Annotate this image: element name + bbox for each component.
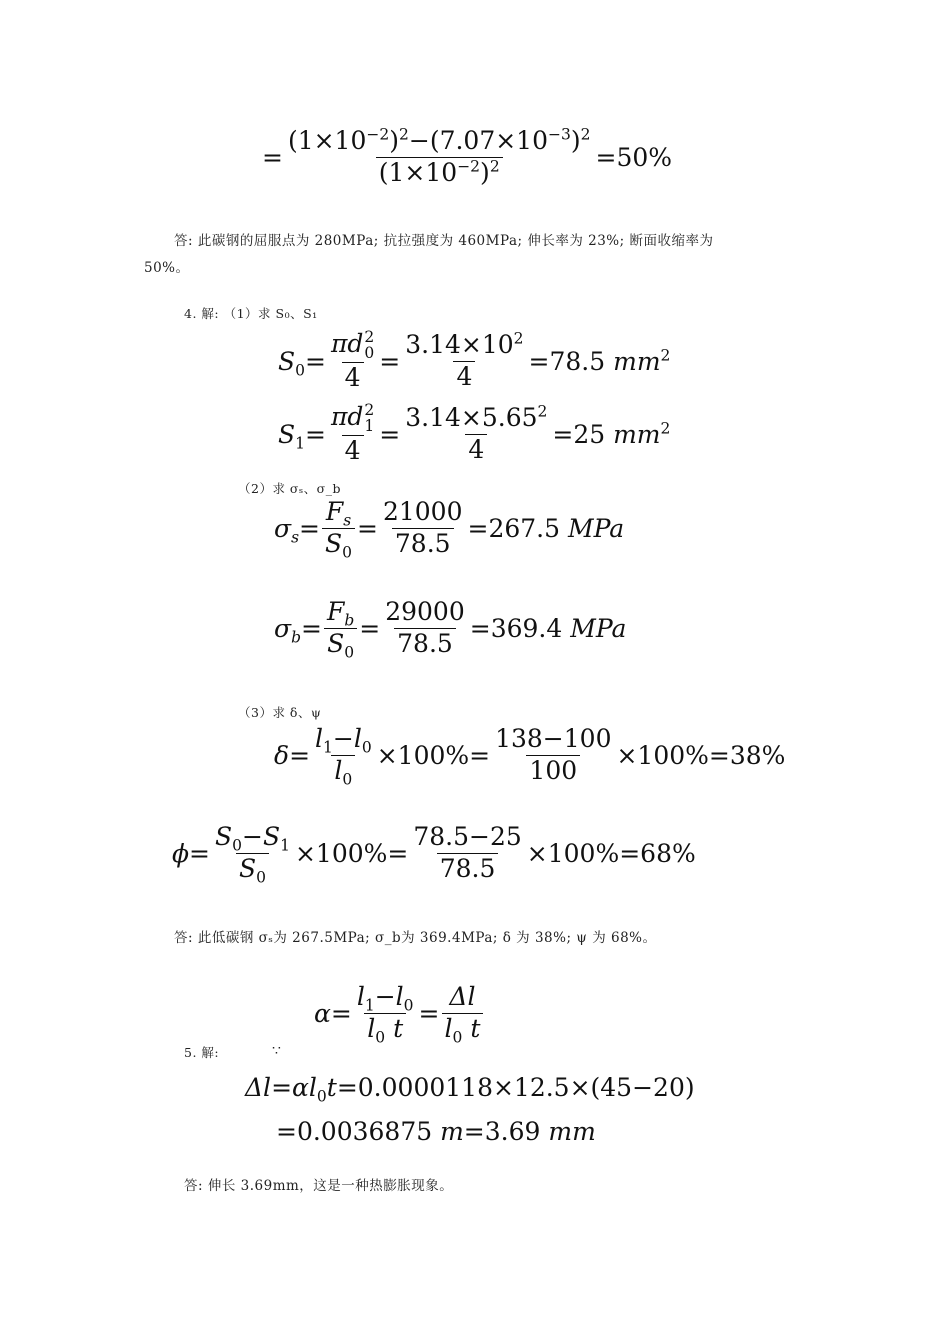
- problem-4-step2: （2）求 σₛ、σ_b: [238, 481, 341, 496]
- equation-S1: $S_1=$ πd 2 1 4 = $\frac{3.14\times 5.65^2}{4}$ =25 $mm^2$: [278, 401, 671, 465]
- equation-delta-l-2: =0.0036875 m=3.69 mm: [276, 1117, 596, 1146]
- equation-delta: δ= $\frac{l_1-l_0}{l_0}$ ×100%= $\frac{138-100}{100}$ ×100%=38%: [274, 724, 786, 789]
- problem-4-step3: （3）求 δ、ψ: [238, 705, 322, 720]
- equation-sigma-b: $\sigma_b=$ $\frac{F_b}{S_0}$ = $\frac{29000}{78.5}$ =369.4 MPa: [274, 597, 627, 662]
- answer-3-line1: 答: 此碳钢的屈服点为 280MPa; 抗拉强度为 460MPa; 伸长率为 23%; 断面收缩率为: [174, 233, 714, 249]
- because-symbol: ∵: [272, 1043, 282, 1059]
- equation-phi: ϕ= $\frac{S_0-S_1}{S_0}$ ×100%= $\frac{78.5-25}{78.5}$ ×100%=68%: [172, 822, 696, 887]
- problem-5-heading: 5. 解:: [184, 1045, 220, 1060]
- equation-sigma-s: $\sigma_s=$ $\frac{F_s}{S_0}$ = $\frac{21000}{78.5}$ =267.5 MPa: [274, 497, 625, 562]
- problem-4-heading: 4. 解: （1）求 S₀、S₁: [184, 306, 318, 321]
- equation-delta-l-1: $\Delta l=\alpha l_0t=0.0000118\times 12.5\times(45-20)$: [245, 1073, 695, 1106]
- answer-3-line2: 50%。: [144, 260, 190, 276]
- equation-alpha: α= $\frac{l_1-l_0}{l_0 t}$ = $\frac{\Delta l}{l_0 t}$: [314, 983, 485, 1044]
- equation-S0: $S_0=$ πd 2 0 4 = $\frac{3.14\times 10^2}{4}$ =78.5 $mm^2$: [278, 328, 671, 392]
- answer-4: 答: 此低碳钢 σₛ为 267.5MPa; σ_b为 369.4MPa; δ 为 38%; ψ 为 68%。: [174, 930, 657, 946]
- answer-5: 答: 伸长 3.69mm，这是一种热膨胀现象。: [184, 1178, 454, 1194]
- equation-reduction-of-area: = $\frac{(1\times 10^{-2})^2-(7.07\times 10^{-3})^2}{(1\times 10^{-2})^2}$ =50%: [262, 125, 673, 187]
